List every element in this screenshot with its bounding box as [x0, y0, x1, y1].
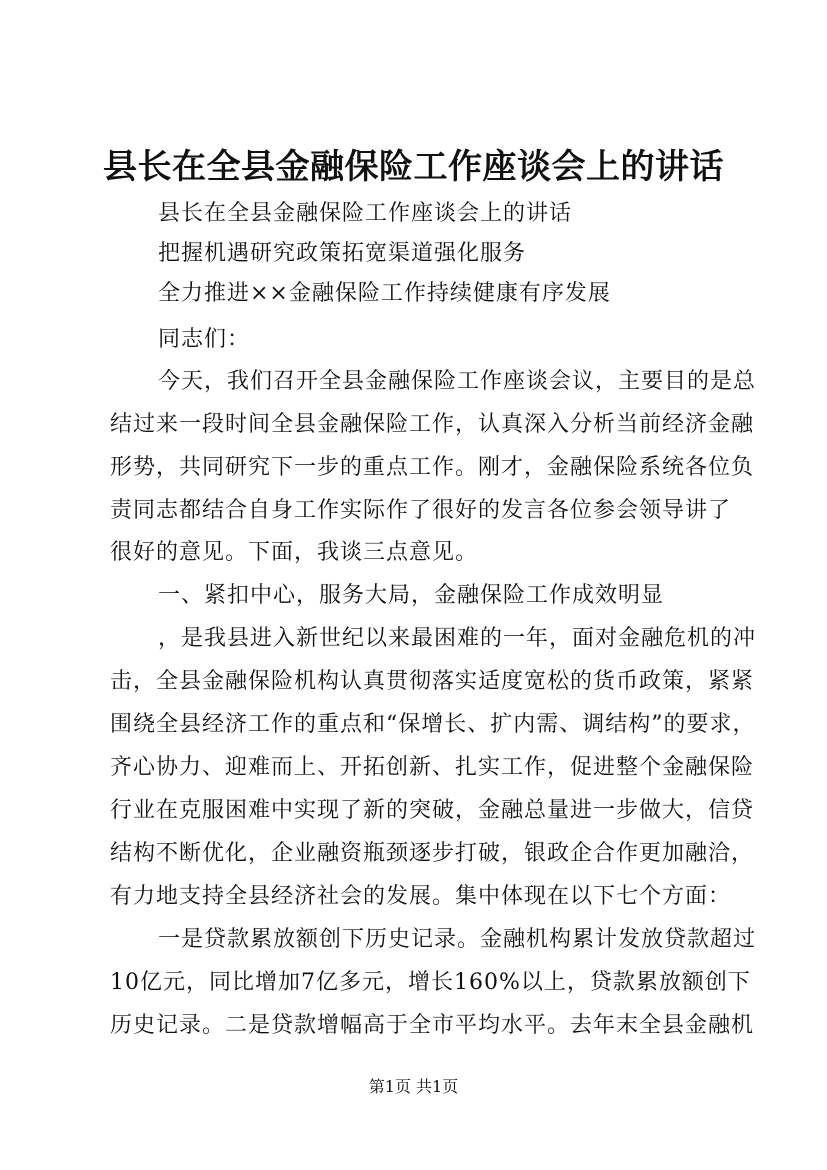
text-line: 10亿元，同比增加7亿多元，增长160%以上，贷款累放额创下	[110, 970, 751, 995]
text-line: 结构不断优化，企业融资瓶颈逐步打破，银政企合作更加融洽，	[110, 841, 755, 866]
text-line: 全力推进××金融保险工作持续健康有序发展	[158, 281, 611, 306]
text-line: 责同志都结合自身工作实际作了很好的发言各位参会领导讲了	[110, 498, 732, 523]
document-title: 县长在全县金融保险工作座谈会上的讲话	[103, 147, 724, 187]
text-line: 今天，我们召开全县金融保险工作座谈会议，主要目的是总	[158, 369, 757, 394]
text-line: 击，全县金融保险机构认真贯彻落实适度宽松的货币政策，紧紧	[110, 669, 755, 694]
text-line: 县长在全县金融保险工作座谈会上的讲话	[158, 201, 573, 226]
text-line: 围绕全县经济工作的重点和“保增长、扩内需、调结构”的要求，	[110, 712, 756, 737]
text-line: 很好的意见。下面，我谈三点意见。	[110, 540, 479, 565]
text-line: 同志们：	[158, 327, 251, 352]
text-line: 有力地支持全县经济社会的发展。集中体现在以下七个方面：	[110, 884, 732, 909]
text-line: 结过来一段时间全县金融保险工作，认真深入分析当前经济金融	[110, 412, 755, 437]
text-line: 行业在克服困难中实现了新的突破，金融总量进一步做大，信贷	[110, 798, 755, 823]
page-number-footer: 第1页 共1页	[368, 1077, 459, 1096]
text-line: ，是我县进入新世纪以来最困难的一年，面对金融危机的冲	[158, 626, 757, 651]
text-line: 把握机遇研究政策拓宽渠道强化服务	[158, 241, 527, 266]
text-line: 一是贷款累放额创下历史记录。金融机构累计发放贷款超过	[158, 927, 757, 952]
section-heading: 一、紧扣中心，服务大局，金融保险工作成效明显	[158, 583, 665, 608]
text-line: 历史记录。二是贷款增幅高于全市平均水平。去年末全县金融机	[110, 1013, 755, 1038]
text-line: 形势，共同研究下一步的重点工作。刚才，金融保险系统各位负	[110, 455, 755, 480]
text-line: 齐心协力、迎难而上、开拓创新、扎实工作，促进整个金融保险	[110, 755, 755, 780]
